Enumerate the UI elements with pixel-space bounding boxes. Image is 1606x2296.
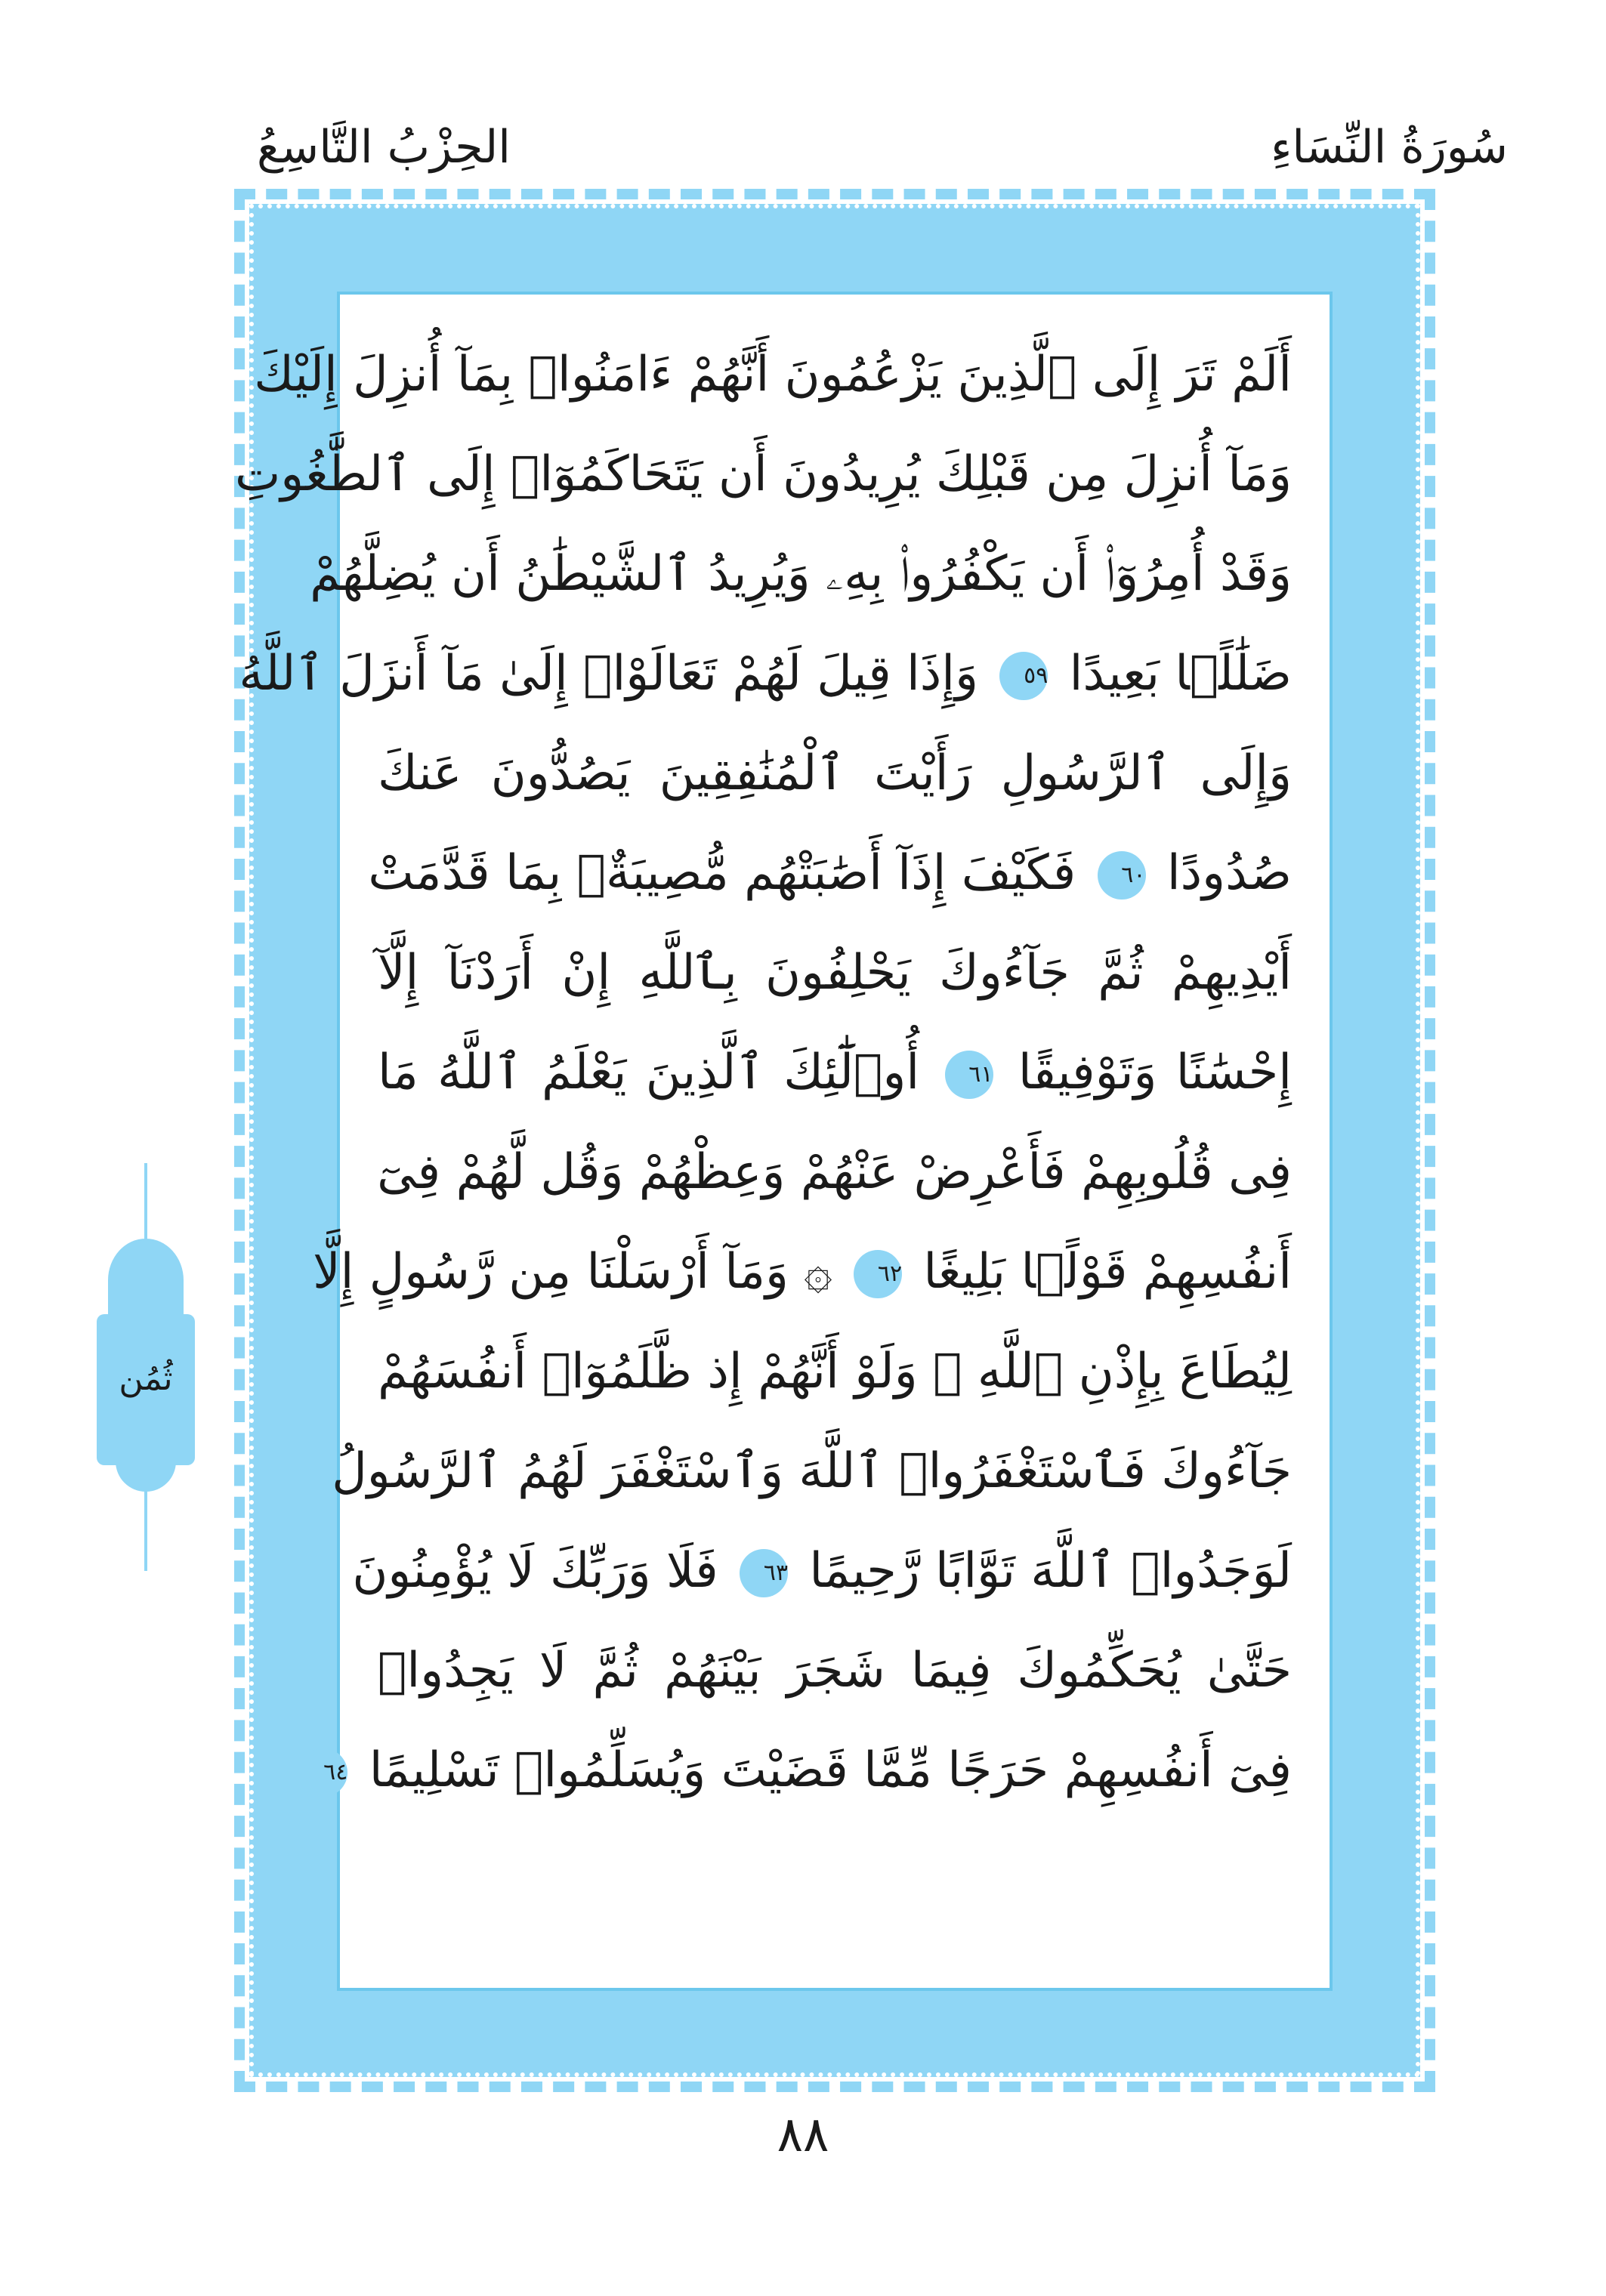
text-line — [323, 1720, 1292, 1820]
verse-text: أَنفُسِهِمْ قَوْلًۢا بَلِيغًا — [923, 1244, 1292, 1300]
thumn-label: ثُمُن — [119, 1359, 173, 1398]
text-line — [332, 1421, 1292, 1521]
text-line — [378, 1621, 1292, 1720]
verse-text: فِىٓ أَنفُسِهِمْ حَرَجًا مِّمَّا قَضَيْتَ وَيُسَلِّمُوا۟ تَسْلِيمًا — [369, 1742, 1292, 1798]
verse-text: فِى قُلُوبِهِمْ فَأَعْرِضْ عَنْهُمْ وَعِظْهُمْ وَقُل لَّهُمْ فِىٓ — [377, 1144, 1292, 1200]
ayah-number-marker: ٥٩ — [999, 652, 1048, 700]
text-line — [310, 524, 1292, 624]
quran-text-area — [234, 292, 1333, 1991]
text-line — [313, 1222, 1292, 1322]
text-line — [239, 624, 1292, 724]
page-number: ٨٨ — [777, 2107, 829, 2163]
verse-text: وَإِذَا قِيلَ لَهُمْ تَعَالَوْا۟ إِلَىٰ مَآ أَنزَلَ ٱللَّهُ — [239, 646, 978, 702]
verse-text: ۞ وَمَآ أَرْسَلْنَا مِن رَّسُولٍ إِلَّا — [313, 1244, 832, 1300]
ayah-number-marker: ٦٠ — [1098, 851, 1146, 900]
ayah-number-marker: ٦٤ — [299, 1748, 347, 1797]
verse-text: أَلَمْ تَرَ إِلَى ٱلَّذِينَ يَزْعُمُونَ أَنَّهُمْ ءَامَنُوا۟ بِمَآ أُنزِلَ إِلَيْكَ — [254, 347, 1292, 403]
verse-text: وَقَدْ أُمِرُوٓا۟ أَن يَكْفُرُوا۟ بِهِۦ وَيُرِيدُ ٱلشَّيْطَٰنُ أَن يُضِلَّهُمْ — [310, 546, 1292, 602]
marker-dome — [108, 1239, 184, 1322]
verse-text: وَمَآ أُنزِلَ مِن قَبْلِكَ يُرِيدُونَ أَن يَتَحَاكَمُوٓا۟ إِلَى ٱلطَّٰغُوتِ — [234, 446, 1292, 502]
ayah-number-marker: ٦٣ — [740, 1549, 788, 1597]
verse-text: جَآءُوكَ فَٱسْتَغْفَرُوا۟ ٱللَّهَ وَٱسْتَغْفَرَ لَهُمُ ٱلرَّسُولُ — [332, 1443, 1292, 1499]
verse-text: وَإِلَى ٱلرَّسُولِ رَأَيْتَ ٱلْمُنَٰفِقِينَ يَصُدُّونَ عَنكَ — [378, 745, 1292, 801]
text-line — [378, 923, 1292, 1023]
surah-name: سُورَةُ النِّسَاءِ — [1271, 121, 1508, 174]
verse-text: لِيُطَاعَ بِإِذْنِ ٱللَّهِ ۚ وَلَوْ أَنَّهُمْ إِذ ظَّلَمُوٓا۟ أَنفُسَهُمْ — [378, 1344, 1292, 1400]
verse-text: إِحْسَٰنًا وَتَوْفِيقًا — [1018, 1045, 1293, 1100]
text-line — [378, 724, 1292, 823]
text-line — [378, 1122, 1292, 1222]
text-line — [352, 1521, 1292, 1621]
verse-text: فَكَيْفَ إِذَآ أَصَٰبَتْهُم مُّصِيبَةٌۢ بِمَا قَدَّمَتْ — [368, 845, 1076, 901]
verse-text: حَتَّىٰ يُحَكِّمُوكَ فِيمَا شَجَرَ بَيْنَهُمْ ثُمَّ لَا يَجِدُوا۟ — [378, 1643, 1292, 1699]
thumn-marker — [89, 1163, 202, 1571]
ayah-number-marker: ٦١ — [945, 1051, 993, 1099]
verse-text: صُدُودًا — [1166, 845, 1292, 901]
text-line — [254, 325, 1292, 424]
verse-text: أُو۟لَٰٓئِكَ ٱلَّذِينَ يَعْلَمُ ٱللَّهُ مَا — [378, 1045, 920, 1100]
ayah-number-marker: ٦٢ — [854, 1250, 902, 1298]
text-line — [368, 823, 1292, 923]
marker-stem — [144, 1480, 147, 1571]
verse-text: ضَلَٰلًۢا بَعِيدًا — [1069, 646, 1292, 702]
verse-text: لَوَجَدُوا۟ ٱللَّهَ تَوَّابًا رَّحِيمًا — [809, 1543, 1292, 1599]
text-line — [234, 424, 1292, 524]
page-frame — [234, 204, 1420, 2077]
hizb-name: الحِزْبُ التَّاسِعُ — [257, 121, 511, 174]
verse-text: أَيْدِيهِمْ ثُمَّ جَآءُوكَ يَحْلِفُونَ بِٱللَّهِ إِنْ أَرَدْنَآ إِلَّآ — [378, 945, 1292, 1001]
text-line — [378, 1322, 1292, 1421]
text-line — [378, 1023, 1292, 1122]
verse-text: فَلَا وَرَبِّكَ لَا يُؤْمِنُونَ — [352, 1543, 718, 1599]
